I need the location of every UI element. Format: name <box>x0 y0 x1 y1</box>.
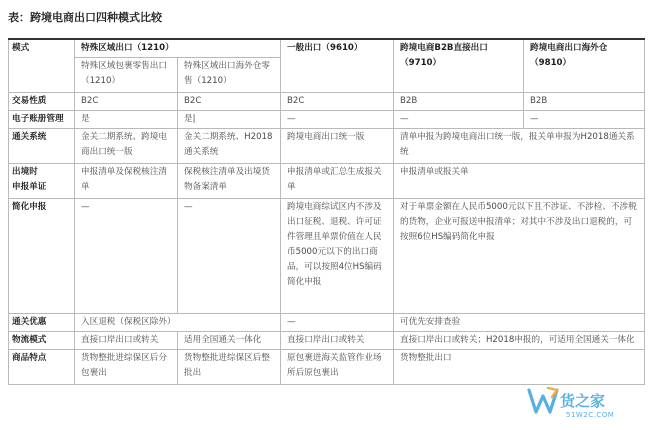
watermark-url: 51W2C.COM <box>566 411 615 419</box>
header-mode-9610: 一般出口（9610） <box>281 39 394 93</box>
header-mode-9710: 跨境电商B2B直接出口（9710） <box>394 39 524 93</box>
table-cell: 跨境电商出口统一版 <box>281 129 394 164</box>
table-cell: 是| <box>178 111 281 129</box>
table-row <box>9 39 645 58</box>
table-row <box>9 199 645 314</box>
table-cell: 申报清单或汇总生成报关单 <box>281 164 394 199</box>
table-cell: 货物整批进综保区后分包裹出 <box>75 350 178 385</box>
table-cell: — <box>281 314 394 332</box>
row-header-goods: 商品特点 <box>9 350 75 385</box>
table-cell: B2B <box>394 93 524 111</box>
row-header-logistics: 物流模式 <box>9 332 75 350</box>
table-row <box>9 111 645 129</box>
table-row <box>9 350 645 385</box>
table-cell: 保税核注清单及出境货物备案清单 <box>178 164 281 199</box>
header-mode-1210: 特殊区域出口（1210） <box>75 39 281 58</box>
row-header-mode: 模式 <box>9 39 75 93</box>
table-cell: 入区退税（保税区除外） <box>75 314 281 332</box>
table-cell: 是 <box>75 111 178 129</box>
table-row <box>9 164 645 199</box>
table-cell: 适用全国通关一体化 <box>178 332 281 350</box>
row-header-trade: 交易性质 <box>9 93 75 111</box>
table-cell: — <box>178 199 281 314</box>
table-cell: 金关二期系统、H2018通关系统 <box>178 129 281 164</box>
table-cell: 直接口岸出口或转关 <box>75 332 178 350</box>
table-row <box>9 93 645 111</box>
table-cell: 可优先安排查验 <box>394 314 645 332</box>
row-header-simplify: 简化申报 <box>9 199 75 314</box>
table-cell: — <box>394 111 524 129</box>
table-title: 表：跨境电商出口四种模式比较 <box>8 11 162 24</box>
table-cell: 清单申报为跨境电商出口统一版，报关单申报为H2018通关系统 <box>394 129 645 164</box>
table-cell: B2B <box>524 93 645 111</box>
table-cell: 对于单票金额在人民币5000元以下且不涉证、不涉检、不涉税的货物，企业可报送申报清单；对其中不涉及出口退税的，可按照6位HS编码简化申报 <box>394 199 645 314</box>
row-header-ledger: 电子账册管理 <box>9 111 75 129</box>
watermark-text: 货之家 <box>560 392 606 410</box>
table-cell: 申报清单及保税核注清单 <box>75 164 178 199</box>
header-mode-1210-parcel: 特殊区域包裹零售出口（1210） <box>75 58 178 93</box>
table-cell: 直接口岸出口或转关 <box>281 332 394 350</box>
w-logo-icon <box>526 384 560 418</box>
row-header-declare-line2: 申报单证 <box>12 182 47 192</box>
table-cell: 金关二期系统、跨境电商出口统一版 <box>75 129 178 164</box>
comparison-table <box>8 38 645 385</box>
table-row <box>9 129 645 164</box>
row-header-benefit: 通关优惠 <box>9 314 75 332</box>
row-header-system: 通关系统 <box>9 129 75 164</box>
table-cell: B2C <box>178 93 281 111</box>
table-cell: 原包裹进海关监管作业场所后原包裹出 <box>281 350 394 385</box>
table-cell: 跨境电商综试区内不涉及出口征税、退税、许可证件管理且单票价值在人民币5000元以下的出口商品，可以按照4位HS编码简化申报 <box>281 199 394 314</box>
header-mode-1210-warehouse: 特殊区域出口海外仓零售（1210） <box>178 58 281 93</box>
header-mode-9810: 跨境电商出口海外仓（9810） <box>524 39 645 93</box>
table-cell: 货物整批进综保区后整批出 <box>178 350 281 385</box>
table-cell: 货物整批出口 <box>394 350 645 385</box>
table-row <box>9 314 645 332</box>
table-cell: — <box>524 111 645 129</box>
row-header-declare <box>9 164 75 199</box>
table-cell: — <box>75 199 178 314</box>
table-cell: B2C <box>75 93 178 111</box>
row-header-declare-line1: 出境时 <box>12 167 38 177</box>
table-row <box>9 332 645 350</box>
watermark <box>526 384 638 424</box>
table-cell: B2C <box>281 93 394 111</box>
table-cell: 申报清单或报关单 <box>394 164 645 199</box>
table-cell: — <box>281 111 394 129</box>
table-cell: 直接口岸出口或转关；H2018申报的，可适用全国通关一体化 <box>394 332 645 350</box>
